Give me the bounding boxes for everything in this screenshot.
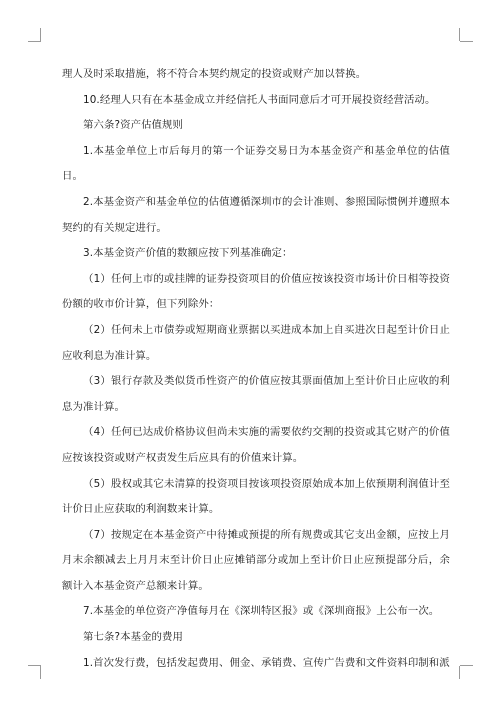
crop-mark-bottom-right-vertical xyxy=(459,666,460,679)
crop-mark-top-left-vertical xyxy=(40,28,41,41)
paragraph: 1.首次发行费，包括发起费用、佣金、承销费、宣传广告费和文件资料印制和派 xyxy=(83,656,450,669)
paragraph: （3）银行存款及类似货币性资产的价值应按其票面值加上至计价日止应收的利息为准计算。 xyxy=(62,375,450,413)
paragraph: （1）任何上市的或挂牌的证券投资项目的价值应按该投资市场计价日相等投资份额的收市价计算，但下列除外： xyxy=(62,272,450,311)
document-body xyxy=(62,62,450,676)
paragraph: 2.本基金资产和基金单位的估值遵循深圳市的会计准则、参照国际惯例并遵照本契约的有关规定进行。 xyxy=(62,195,450,234)
paragraph: （2）任何未上市债券或短期商业票据以买进成本加上自买进次日起至计价日止应收利息为准计算。 xyxy=(62,323,450,362)
paragraph: （7）按规定在本基金资产中待摊或预提的所有规费或其它支出金额，应按上月月末余额减去上月月末至计价日止应摊销部分或加上至计价日止应预提部分后，余额计入本基金资产总额来计算。 xyxy=(62,528,450,592)
crop-mark-top-left-horizontal xyxy=(28,41,41,42)
crop-mark-bottom-left-horizontal xyxy=(28,665,41,666)
paragraph: 3.本基金资产价值的数额应按下列基准确定： xyxy=(83,247,293,260)
paragraph: （4）任何已达成价格协议但尚未实施的需要依约交割的投资或其它财产的价值应按该投资或财产权责发生后应具有的价值来计算。 xyxy=(62,426,450,464)
paragraph: 10.经理人只有在本基金成立并经信托人书面同意后才可开展投资经营活动。 xyxy=(83,93,436,106)
crop-mark-top-right-vertical xyxy=(459,28,460,41)
crop-mark-bottom-right-horizontal xyxy=(460,665,473,666)
paragraph: （5）股权或其它未清算的投资项目按该项投资原始成本加上依预期利润值计至计价日止应获取的利润数来计算。 xyxy=(62,477,450,516)
section-heading: 第七条?本基金的费用 xyxy=(83,631,184,644)
paragraph: 理人及时采取措施，将不符合本契约规定的投资或财产加以替换。 xyxy=(62,68,367,80)
paragraph: 1.本基金单位上市后每月的第一个证券交易日为本基金资产和基金单位的估值日。 xyxy=(62,144,450,183)
crop-mark-top-right-horizontal xyxy=(460,41,473,42)
crop-mark-bottom-left-vertical xyxy=(40,666,41,679)
paragraph: 7.本基金的单位资产净值每月在《深圳特区报》或《深圳商报》上公布一次。 xyxy=(83,605,440,618)
section-heading: 第六条?资产估值规则 xyxy=(83,119,184,132)
